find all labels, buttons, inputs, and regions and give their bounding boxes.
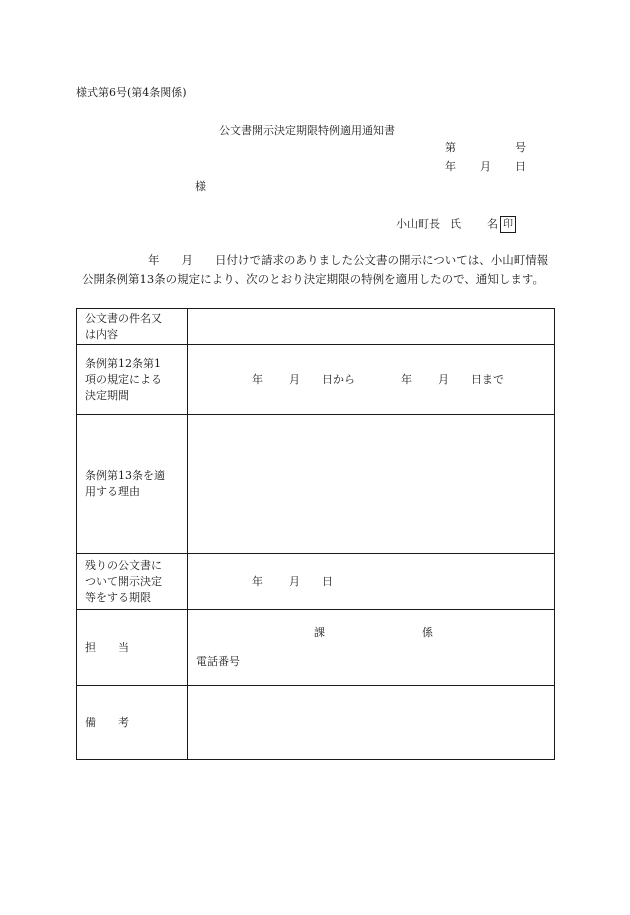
doc-number-suffix: 号 <box>515 141 526 154</box>
period-day-from: 日から <box>322 372 355 386</box>
row-value-subject <box>188 309 555 345</box>
row-label-remarks: 備 考 <box>77 686 188 760</box>
contact-section: 課 <box>314 626 325 639</box>
contact-phone-label: 電話番号 <box>196 655 240 668</box>
document-title: 公文書開示決定期限特例適用通知書 <box>219 124 395 137</box>
table-row <box>77 345 555 415</box>
period-year-to: 年 <box>401 372 412 386</box>
deadline-month: 月 <box>289 574 300 588</box>
date-month: 月 <box>480 160 491 173</box>
period-day-to: 日まで <box>471 372 504 386</box>
table-row <box>77 686 555 760</box>
date-year: 年 <box>445 160 456 173</box>
deadline-year: 年 <box>252 574 263 588</box>
issuer-name-label-1: 氏 <box>450 217 461 231</box>
row-label-deadline: 残りの公文書に ついて開示決定 等をする期限 <box>77 554 188 610</box>
details-table <box>76 308 555 760</box>
issuer-name-label-2: 名 <box>487 217 498 231</box>
period-month-to: 月 <box>438 372 449 386</box>
row-value-deadline <box>188 554 555 610</box>
row-label-contact: 担 当 <box>77 610 188 686</box>
row-label-subject: 公文書の件名又 は内容 <box>77 309 188 345</box>
deadline-day: 日 <box>322 574 333 588</box>
table-row <box>77 309 555 345</box>
body-year: 年 <box>148 253 160 267</box>
row-value-period <box>188 345 555 415</box>
date-day: 日 <box>515 160 526 173</box>
row-value-remarks <box>188 686 555 760</box>
issuer-line <box>396 216 516 233</box>
table-row <box>77 554 555 610</box>
row-label-reason: 条例第13条を適 用する理由 <box>77 415 188 554</box>
row-value-reason <box>188 415 555 554</box>
seal-mark: 印 <box>500 216 516 233</box>
period-month-from: 月 <box>289 372 300 386</box>
body-month: 月 <box>181 253 193 267</box>
table-row <box>77 415 555 554</box>
body-paragraph <box>82 251 552 289</box>
row-value-contact <box>188 610 555 686</box>
issuer-title: 小山町長 <box>396 217 440 231</box>
body-text: 日付けで請求のありました公文書の開示については、小山町情報公開条例第13条の規定により、次のとおり決定期限の特例を適用したので、通知します。 <box>82 253 549 286</box>
form-number: 様式第6号(第4条関係) <box>76 86 187 99</box>
period-year-from: 年 <box>252 372 263 386</box>
row-label-period: 条例第12条第1 項の規定による 決定期間 <box>77 345 188 415</box>
contact-subsection: 係 <box>422 626 433 639</box>
addressee-suffix: 様 <box>195 180 206 193</box>
doc-number-prefix: 第 <box>445 141 456 154</box>
table-row <box>77 610 555 686</box>
